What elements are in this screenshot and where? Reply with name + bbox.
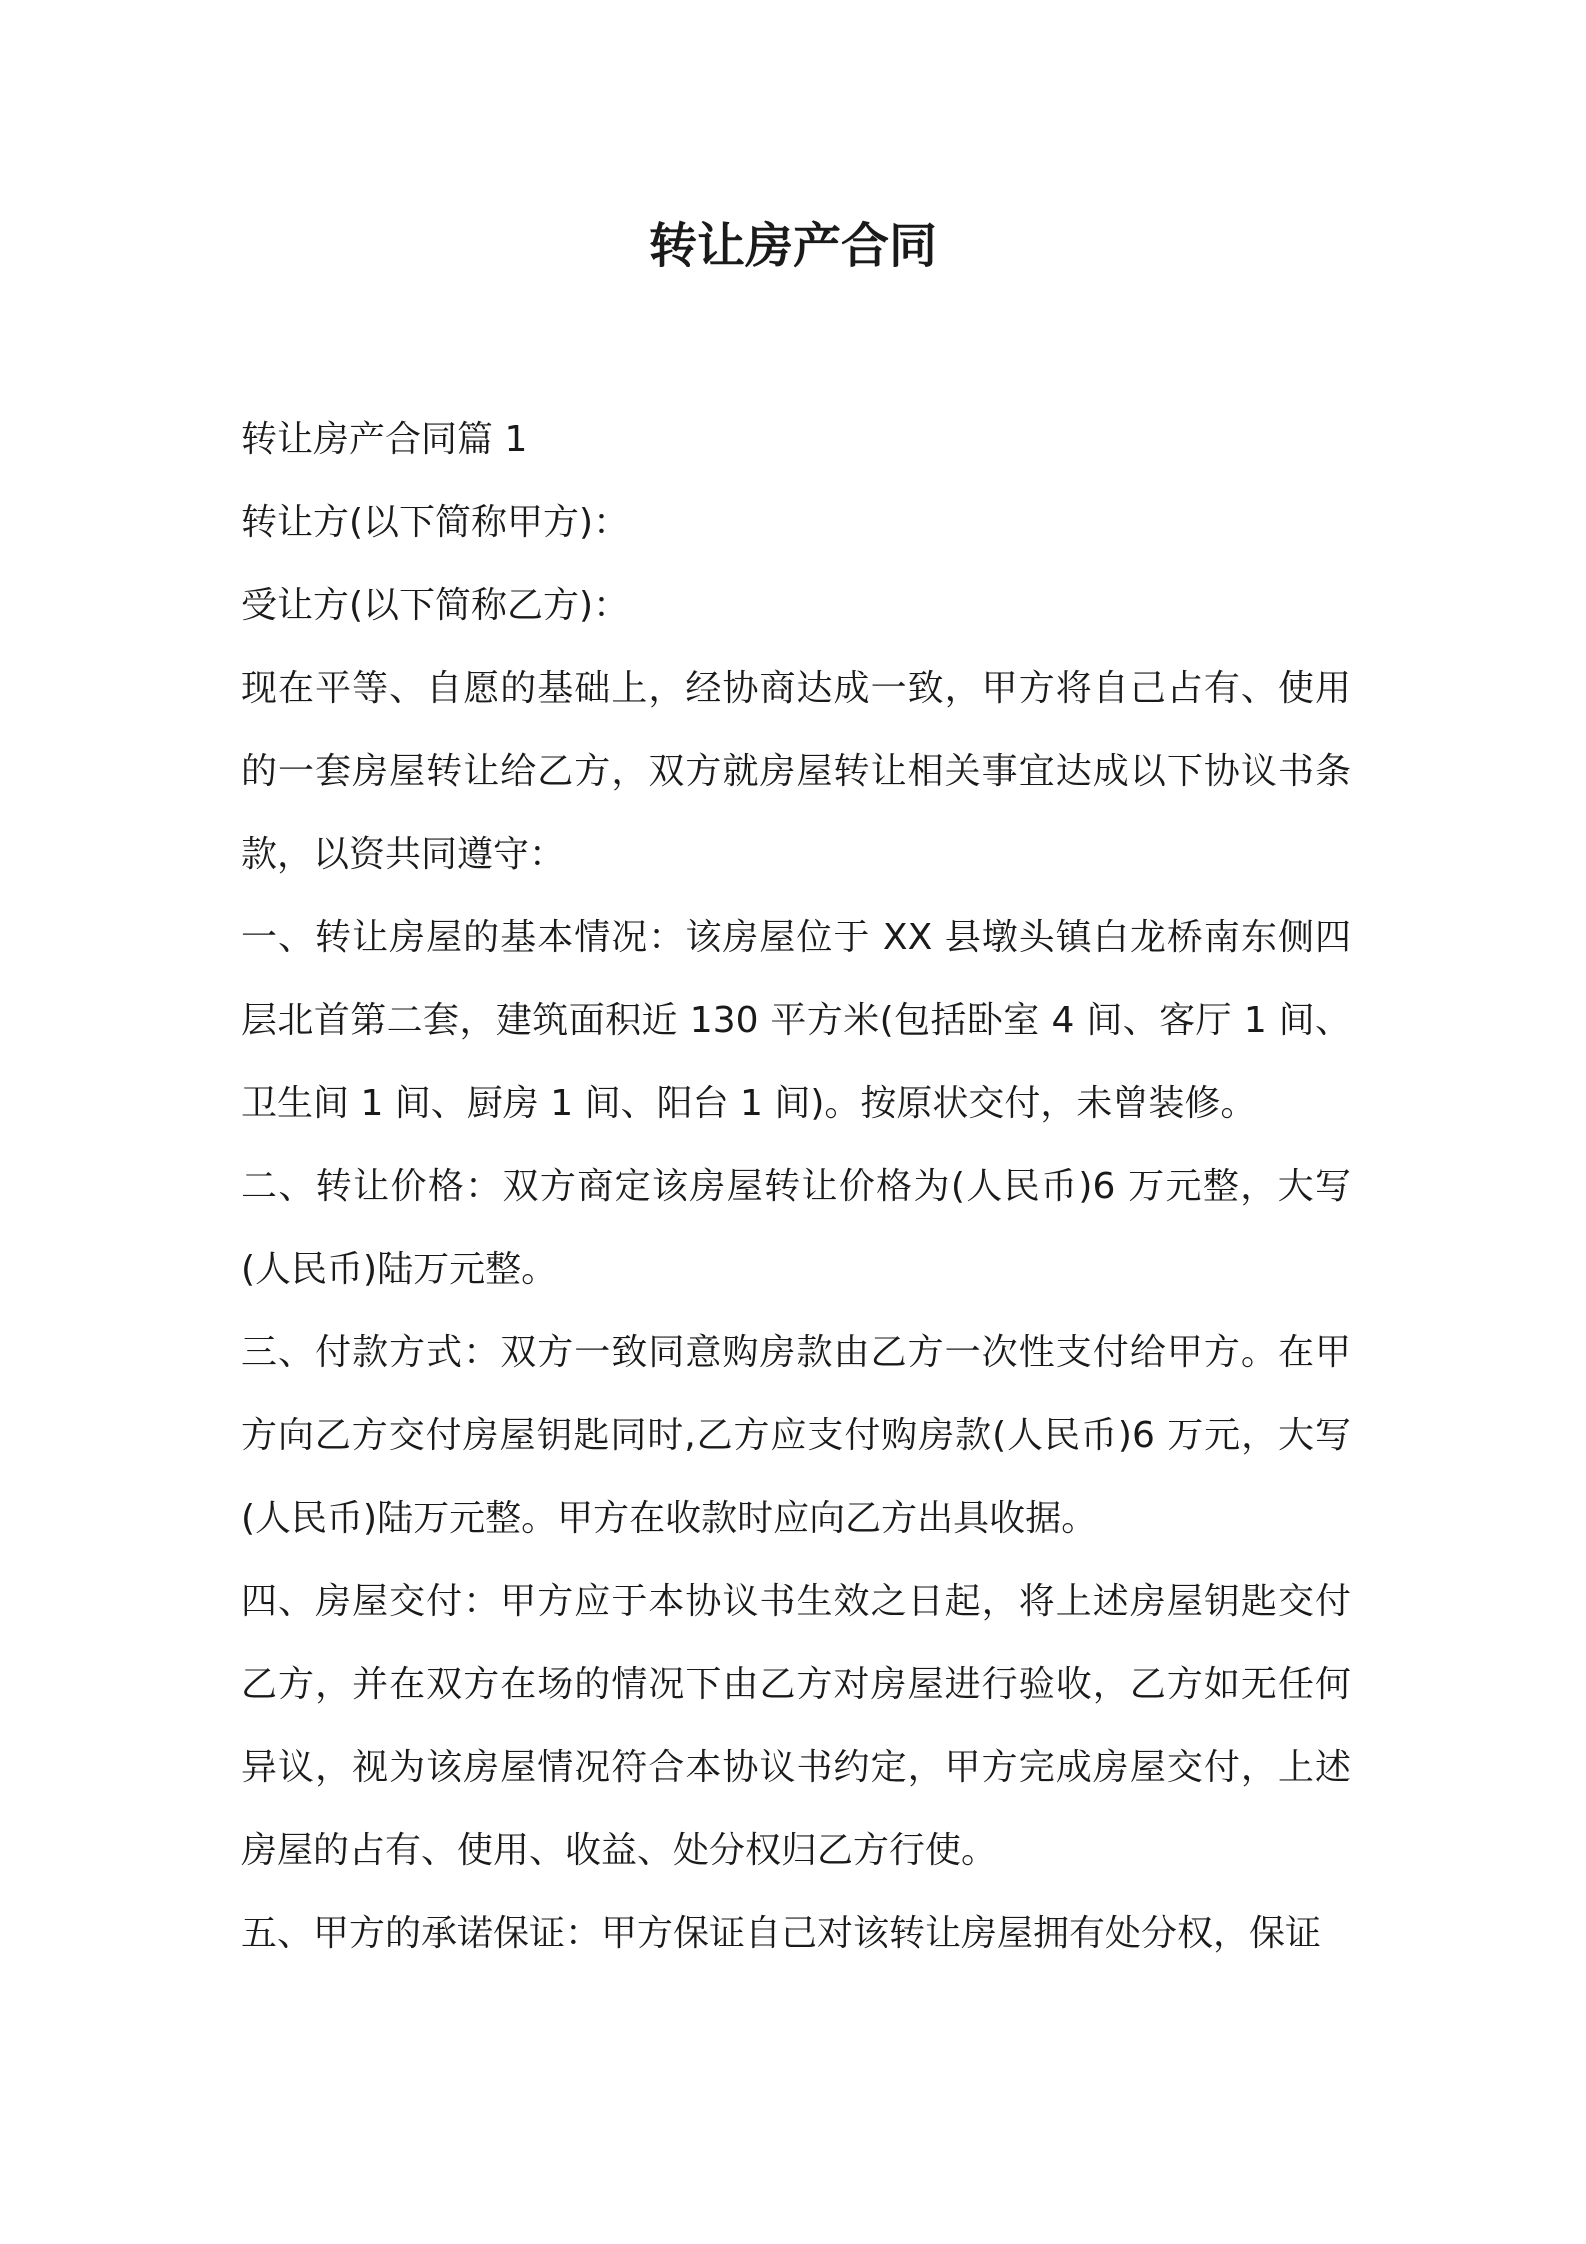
clause-5-paragraph: 五、甲方的承诺保证：甲方保证自己对该转让房屋拥有处分权，保证	[241, 1913, 1322, 1954]
document-body	[241, 398, 1351, 1975]
clause-1-paragraph: 一、转让房屋的基本情况：该房屋位于 XX 县墩头镇白龙桥南东侧四层北首第二套，建筑面积近 130 平方米(包括卧室 4 间、客厅 1 间、卫生间 1 间、厨房 1 间、阳台 1 间)。按原状交付，未曾装修。	[241, 917, 1351, 1124]
clause-2-paragraph: 二、转让价格：双方商定该房屋转让价格为(人民币)6 万元整，大写(人民币)陆万元整。	[241, 1166, 1351, 1290]
transferor-line: 转让方(以下简称甲方)：	[241, 502, 630, 543]
section-heading: 转让房产合同篇 1	[241, 419, 528, 460]
document-title: 转让房产合同	[648, 218, 937, 274]
clause-4-paragraph: 四、房屋交付：甲方应于本协议书生效之日起，将上述房屋钥匙交付乙方，并在双方在场的情况下由乙方对房屋进行验收，乙方如无任何异议，视为该房屋情况符合本协议书约定，甲方完成房屋交付，上述房屋的占有、使用、收益、处分权归乙方行使。	[241, 1581, 1351, 1871]
preamble-paragraph: 现在平等、自愿的基础上，经协商达成一致，甲方将自己占有、使用的一套房屋转让给乙方，双方就房屋转让相关事宜达成以下协议书条款，以资共同遵守：	[241, 668, 1351, 875]
clause-3-paragraph: 三、付款方式：双方一致同意购房款由乙方一次性支付给甲方。在甲方向乙方交付房屋钥匙同时,乙方应支付购房款(人民币)6 万元，大写(人民币)陆万元整。甲方在收款时应向乙方出具收据。	[241, 1332, 1351, 1539]
transferee-line: 受让方(以下简称乙方)：	[241, 585, 630, 626]
